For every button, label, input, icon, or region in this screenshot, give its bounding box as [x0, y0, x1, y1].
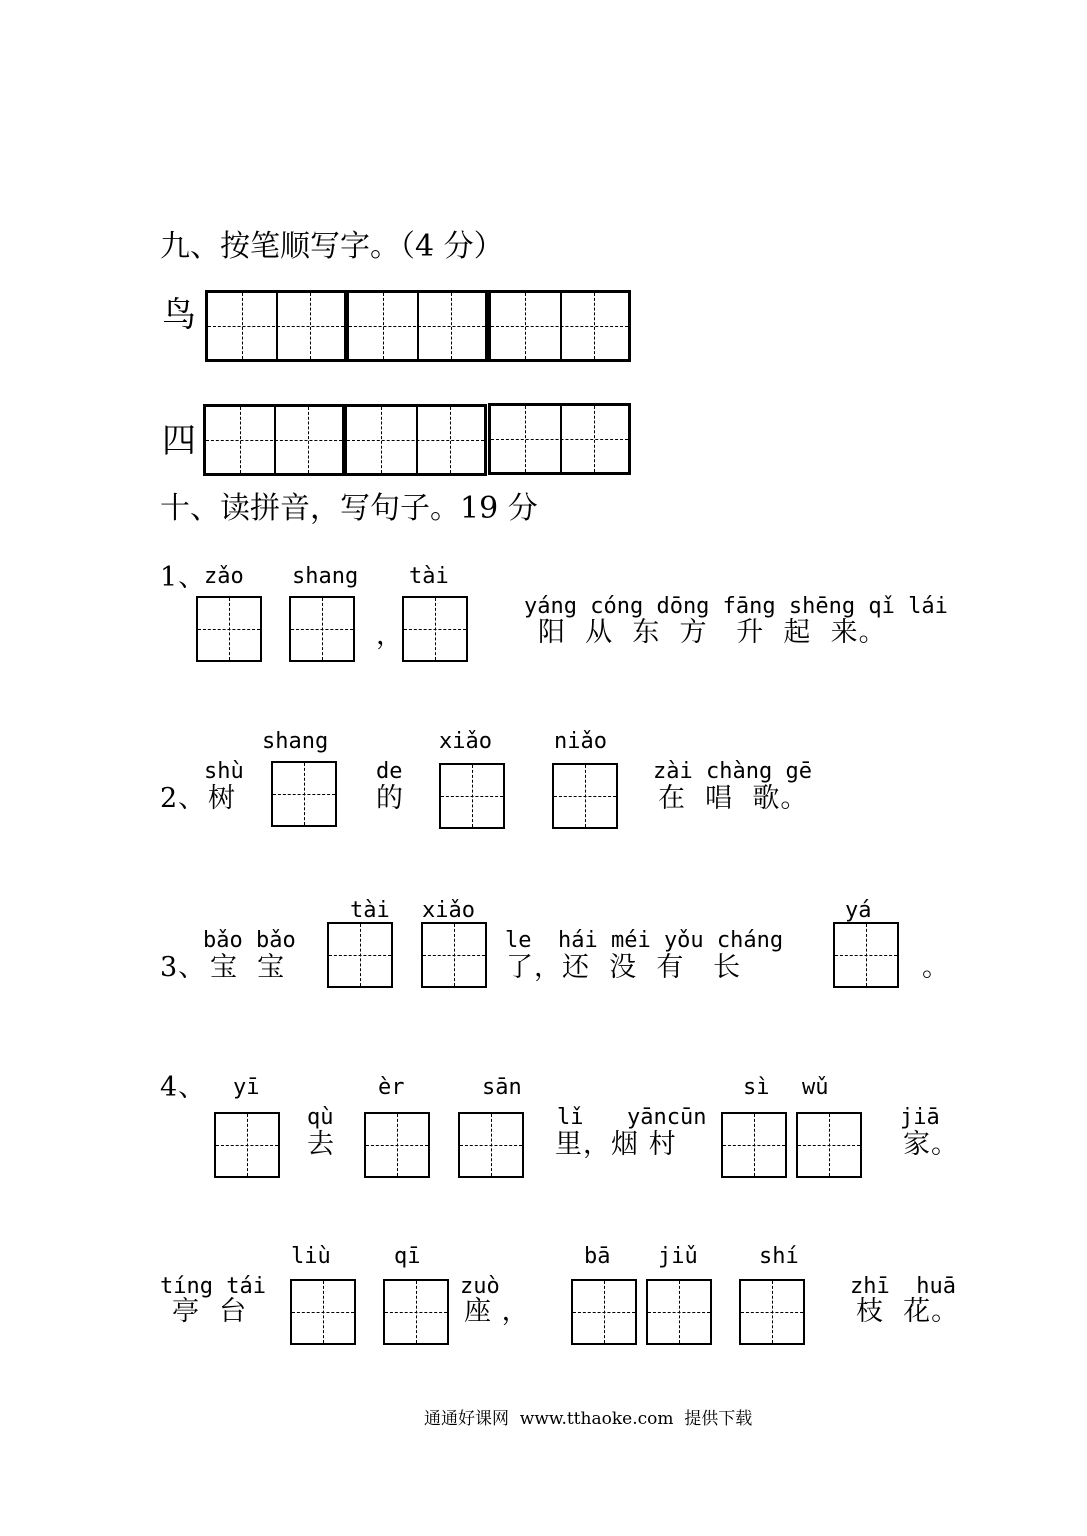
- q2-hanzi-tail: 在 唱 歌。: [658, 783, 809, 814]
- q3-box-3[interactable]: [833, 922, 899, 988]
- q3-box-1[interactable]: [327, 922, 393, 988]
- q1-number: 1、: [160, 562, 207, 593]
- q5-pinyin-5: shí: [759, 1244, 799, 1269]
- q2-pinyin-3: niǎo: [554, 729, 607, 754]
- q3-pinyin-1: tài: [350, 898, 390, 923]
- q5-pinyin-3: bā: [584, 1244, 611, 1269]
- q1-box-2[interactable]: [289, 596, 355, 662]
- q5-box-4[interactable]: [646, 1279, 712, 1345]
- q3-number: 3、: [160, 952, 207, 983]
- stroke-grid-si-2[interactable]: [344, 404, 487, 476]
- stroke-grid-si-1[interactable]: [203, 404, 345, 476]
- q1-hanzi-tail: 阳 从 东 方 升 起 来。: [538, 617, 887, 648]
- q4-pinyin-3: sān: [482, 1075, 522, 1100]
- q5-pinyin-zuo: zuò: [460, 1274, 500, 1299]
- stroke-grid-niao-2[interactable]: [346, 290, 488, 362]
- q5-pinyin-1: liù: [291, 1244, 331, 1269]
- q4-box-2[interactable]: [364, 1112, 430, 1178]
- q3-pinyin-mid: le hái méi yǒu cháng: [505, 928, 784, 953]
- q1-pinyin-2: shang: [292, 564, 359, 589]
- q4-pinyin-qu: qù: [307, 1105, 334, 1130]
- section-9-title: 九、按笔顺写字。（4 分）: [160, 229, 504, 264]
- q4-box-3[interactable]: [458, 1112, 524, 1178]
- q1-box-3[interactable]: [402, 596, 468, 662]
- stroke-char-si: 四: [162, 421, 196, 461]
- q5-box-5[interactable]: [739, 1279, 805, 1345]
- q2-number: 2、: [160, 783, 207, 814]
- q4-hanzi-qu: 去: [307, 1129, 335, 1160]
- q2-pinyin-tail: zài chàng gē: [653, 759, 812, 784]
- q1-pinyin-3: tài: [409, 564, 449, 589]
- q5-box-1[interactable]: [290, 1279, 356, 1345]
- q5-pinyin-zhihua: zhī huā: [850, 1274, 956, 1299]
- q2-pinyin-shu: shù: [204, 759, 244, 784]
- q2-pinyin-2: xiǎo: [439, 729, 492, 754]
- q1-comma: ，: [376, 620, 404, 651]
- q4-pinyin-jia: jiā: [900, 1105, 940, 1130]
- q5-box-2[interactable]: [383, 1279, 449, 1345]
- section-10-title: 十、读拼音，写句子。19 分: [160, 491, 538, 526]
- stroke-grid-niao-3[interactable]: [488, 290, 631, 362]
- q5-box-3[interactable]: [571, 1279, 637, 1345]
- q5-hanzi-tail: 枝 花。: [856, 1296, 960, 1327]
- q1-pinyin-1: zǎo: [204, 564, 244, 589]
- q1-pinyin-tail: yáng cóng dōng fāng shēng qǐ lái: [524, 594, 948, 619]
- q3-pinyin-baobao: bǎo bǎo: [203, 928, 296, 953]
- q3-pinyin-3: yá: [845, 898, 872, 923]
- q2-pinyin-1: shang: [262, 729, 329, 754]
- q4-hanzi-mid: 里，烟 村: [555, 1129, 677, 1160]
- q4-pinyin-li: lǐ: [557, 1105, 584, 1130]
- q3-box-2[interactable]: [421, 922, 487, 988]
- q4-number: 4、: [160, 1072, 207, 1103]
- q4-box-5[interactable]: [796, 1112, 862, 1178]
- q4-box-4[interactable]: [721, 1112, 787, 1178]
- stroke-grid-niao-1[interactable]: [205, 290, 347, 362]
- footer-text: 通通好课网 www.tthaoke.com 提供下载: [424, 1409, 753, 1429]
- q5-hanzi-zuo: 座 ，: [464, 1296, 530, 1327]
- q4-hanzi-tail: 家。: [903, 1129, 959, 1160]
- stroke-char-niao: 鸟: [162, 295, 196, 335]
- q2-hanzi-shu: 树: [208, 783, 236, 814]
- q5-pinyin-4: jiǔ: [658, 1244, 698, 1269]
- q3-hanzi-baobao: 宝 宝: [210, 952, 286, 983]
- q4-pinyin-4: sì: [743, 1075, 770, 1100]
- q2-box-3[interactable]: [552, 763, 618, 829]
- stroke-grid-si-3[interactable]: [488, 403, 631, 475]
- q3-hanzi-mid: 了，还 没 有 长: [506, 952, 742, 983]
- q4-pinyin-2: èr: [378, 1075, 405, 1100]
- q5-hanzi-tingtai: 亭 台: [172, 1296, 248, 1327]
- q3-hanzi-end: 。: [922, 952, 950, 983]
- q2-hanzi-de: 的: [376, 783, 404, 814]
- q3-pinyin-2: xiǎo: [422, 898, 475, 923]
- q4-pinyin-1: yī: [233, 1075, 260, 1100]
- q2-pinyin-de: de: [376, 759, 403, 784]
- q5-pinyin-tingtai: tíng tái: [160, 1274, 266, 1299]
- q4-pinyin-5: wǔ: [802, 1075, 829, 1100]
- q2-box-1[interactable]: [271, 761, 337, 827]
- q4-box-1[interactable]: [214, 1112, 280, 1178]
- q5-pinyin-2: qī: [394, 1244, 421, 1269]
- q1-box-1[interactable]: [196, 596, 262, 662]
- q2-box-2[interactable]: [439, 763, 505, 829]
- q4-pinyin-yancun: yāncūn: [627, 1105, 707, 1130]
